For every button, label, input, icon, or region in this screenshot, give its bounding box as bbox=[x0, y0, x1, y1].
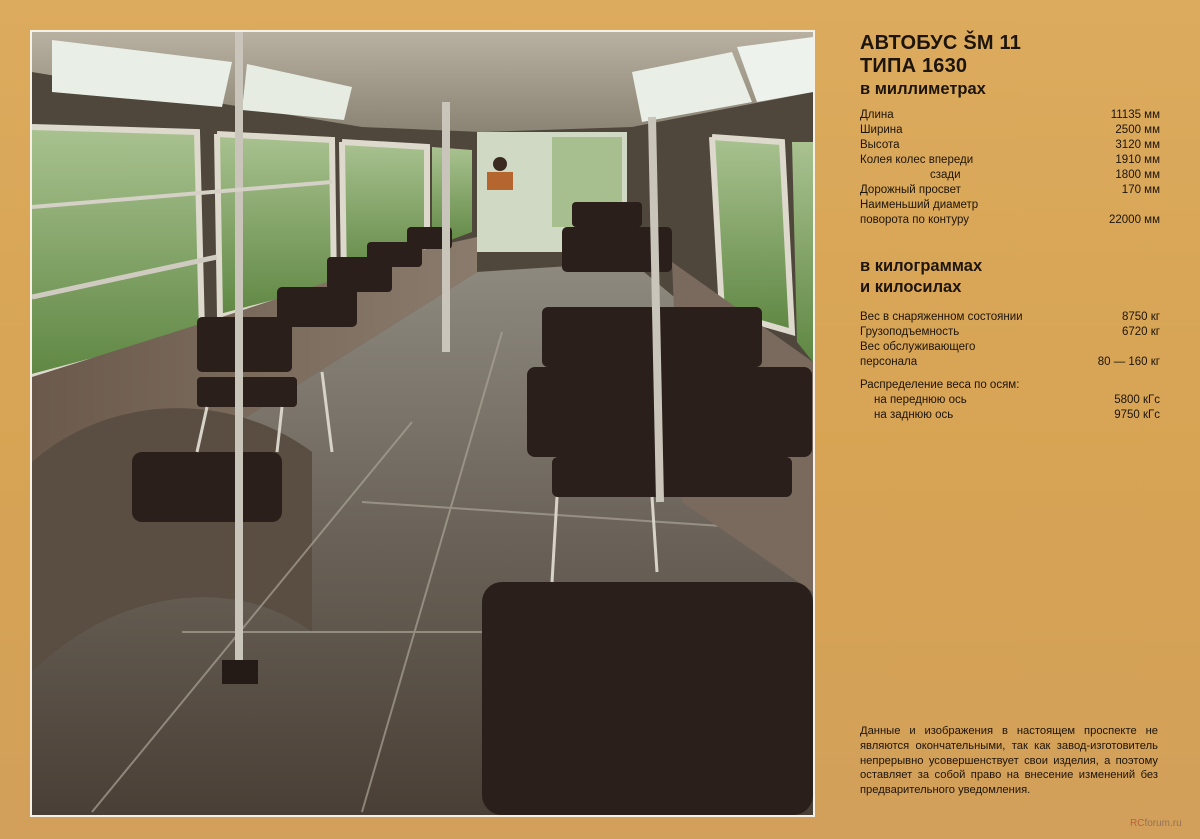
watermark-prefix: RC bbox=[1130, 818, 1145, 829]
spec-value bbox=[1077, 340, 1160, 355]
spec-value: 1910 мм bbox=[1115, 154, 1160, 166]
table-row bbox=[860, 325, 1160, 340]
spec-value: 5800 кГс bbox=[1114, 394, 1160, 406]
spec-value: 80 — 160 кг bbox=[1097, 356, 1160, 368]
spec-label: на переднюю ось bbox=[874, 394, 967, 406]
table-row bbox=[860, 168, 1160, 183]
spec-label: поворота по контуру bbox=[860, 214, 970, 226]
axle-distribution-table bbox=[860, 378, 1160, 423]
spec-value: 11135 мм bbox=[1110, 109, 1160, 121]
spec-value bbox=[1070, 198, 1160, 213]
spec-value: 3120 мм bbox=[1115, 139, 1160, 151]
spec-label: Высота bbox=[860, 139, 900, 151]
model-title: АВТОБУС ŠM 11 bbox=[860, 32, 1022, 54]
table-row bbox=[860, 123, 1160, 138]
section-heading-kg: в килограммах bbox=[860, 257, 983, 275]
spec-label: на заднюю ось bbox=[874, 409, 954, 421]
table-row bbox=[860, 153, 1160, 168]
axle-heading: Распределение веса по осям: bbox=[860, 379, 1020, 391]
watermark bbox=[1130, 818, 1182, 829]
table-row bbox=[860, 340, 1160, 355]
model-type: ТИПА 1630 bbox=[860, 55, 968, 77]
spec-label: сзади bbox=[930, 169, 961, 181]
spec-value: 1800 мм bbox=[1115, 169, 1160, 181]
watermark-domain: forum.ru bbox=[1144, 818, 1182, 829]
specifications-panel bbox=[860, 32, 1160, 423]
spec-label: Вес в снаряженном состоянии bbox=[860, 311, 1023, 323]
table-row bbox=[860, 198, 1160, 213]
spec-label: Вес обслуживающего bbox=[860, 341, 976, 353]
table-row bbox=[860, 378, 1160, 393]
dimensions-table bbox=[860, 108, 1160, 228]
table-row bbox=[860, 108, 1160, 123]
bus-interior-photo bbox=[30, 30, 815, 817]
spec-label: Грузоподъемность bbox=[860, 326, 960, 338]
spec-value: 6720 кг bbox=[1121, 326, 1160, 338]
section-heading-kgf: и килосилах bbox=[860, 278, 962, 296]
spec-value: 9750 кГс bbox=[1114, 409, 1160, 421]
weights-table bbox=[860, 310, 1160, 370]
table-row bbox=[860, 355, 1160, 370]
spec-label: Дорожный просвет bbox=[860, 184, 961, 196]
spec-value: 2500 мм bbox=[1115, 124, 1160, 136]
spec-value: 22000 мм bbox=[1109, 214, 1160, 226]
spec-label: Наименьший диаметр bbox=[860, 199, 979, 211]
spec-label: Ширина bbox=[860, 124, 903, 136]
spec-label: персонала bbox=[860, 356, 918, 368]
table-row bbox=[860, 138, 1160, 153]
spec-value: 8750 кг bbox=[1121, 311, 1160, 323]
table-row bbox=[860, 310, 1160, 325]
table-row bbox=[860, 183, 1160, 198]
section-heading-mm: в миллиметрах bbox=[860, 80, 986, 98]
table-row bbox=[860, 213, 1160, 228]
spec-label: Колея колес впереди bbox=[860, 154, 974, 166]
table-row bbox=[860, 393, 1160, 408]
spec-label: Длина bbox=[860, 109, 894, 121]
spec-value: 170 мм bbox=[1121, 184, 1160, 196]
disclaimer-notice: Данные и изображения в настоящем проспекте не являются окончательными, так как завод-изготовитель непрерывно усовершенствует свои изделия, а поэтому оставляет за собой право на внесение изменений без предварительного уведомления. bbox=[860, 725, 1158, 797]
table-row bbox=[860, 408, 1160, 423]
